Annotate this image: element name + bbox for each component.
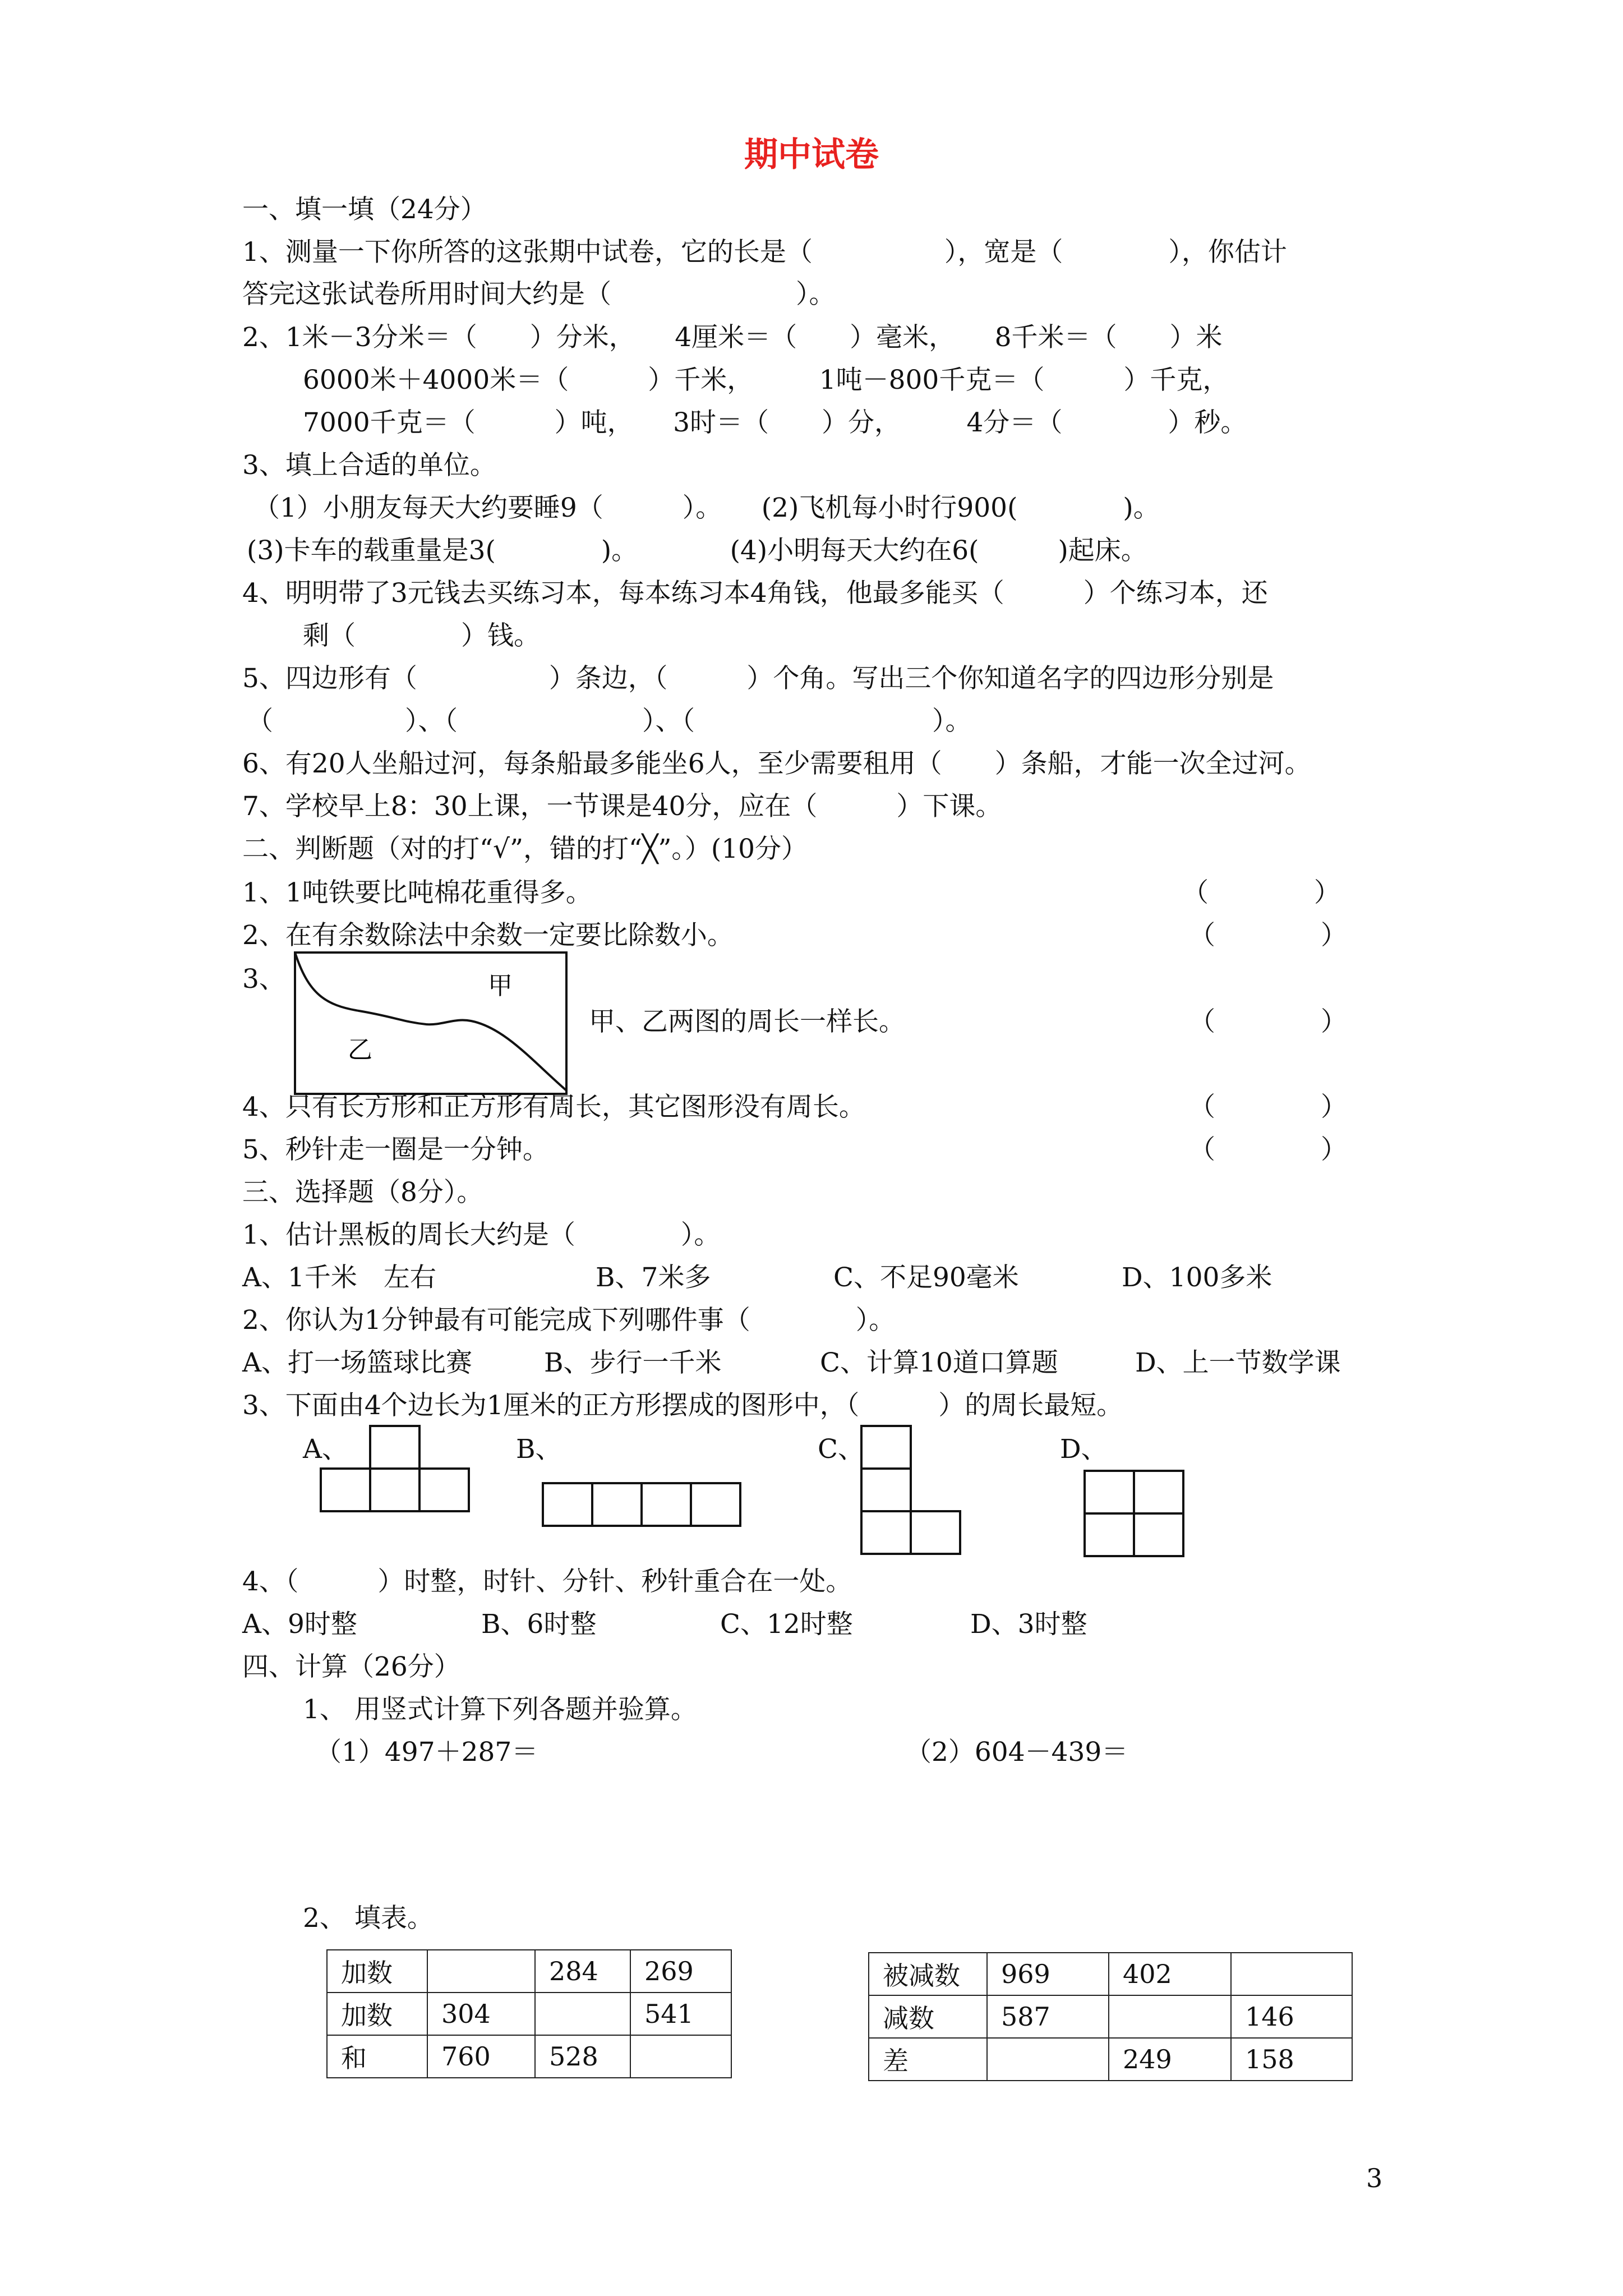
table-cell: 541 (630, 1993, 731, 2035)
s1-q1-line1: 1、测量一下你所答的这张期中试卷，它的长是（ ），宽是（ ），你估计 (242, 237, 1287, 268)
addition-table (326, 1949, 732, 2078)
s1-q2-line1: 2、1米－3分米＝（ ）分米， 4厘米＝（ ）毫米， 8千米＝（ ）米 (242, 322, 1223, 353)
s4-q1-part2: （2）604－439＝ (905, 1737, 1128, 1768)
s2-q1-answer-paren: （ ） (1182, 877, 1340, 908)
table-row (869, 1995, 1352, 2038)
shape-c-label: C、 (818, 1434, 864, 1465)
s1-q4-line1: 4、明明带了3元钱去买练习本，每本练习本4角钱，他最多能买（ ）个练习本，还 (242, 578, 1268, 609)
table-cell: 284 (535, 1950, 630, 1993)
shape-d (1083, 1470, 1190, 1565)
s3-q2-option-b: B、步行一千米 (544, 1347, 722, 1378)
table-cell: 加数 (327, 1993, 427, 2035)
subtraction-table (868, 1952, 1353, 2081)
s3-q1-option-a: A、1千米 左右 (242, 1262, 436, 1293)
perimeter-figure (292, 949, 572, 1101)
table-cell (535, 1993, 630, 2035)
table-cell (987, 2038, 1109, 2081)
table-cell: 587 (987, 1995, 1109, 2038)
s3-q4-option-a: A、9时整 (242, 1609, 357, 1640)
figure-label-jia: 甲 (488, 972, 513, 1000)
section-4-heading: 四、计算（26分） (242, 1651, 460, 1682)
table-cell: 被减数 (869, 1953, 987, 1995)
s1-q3-line1: （1）小朋友每天大约要睡9（ ）。 (2)飞机每小时行900( )。 (253, 493, 1160, 523)
s4-q2: 2、 填表。 (303, 1903, 434, 1934)
s3-q2-option-a: A、打一场篮球比赛 (242, 1347, 472, 1378)
shape-a-label: A、 (303, 1434, 348, 1465)
s2-q3-text: 甲、乙两图的周长一样长。 (589, 1006, 905, 1037)
s2-q2-answer-paren: （ ） (1189, 920, 1347, 951)
section-3-heading: 三、选择题（8分）。 (242, 1177, 483, 1208)
table-cell: 760 (427, 2035, 535, 2078)
shape-d-label: D、 (1060, 1434, 1108, 1465)
section-2-heading: 二、判断题（对的打“√”，错的打“╳”。）(10分） (242, 834, 808, 864)
s3-q1-option-b: B、7米多 (596, 1262, 711, 1293)
figure-rectangle (295, 953, 566, 1094)
s3-q4-option-b: B、6时整 (481, 1609, 597, 1640)
page-title: 期中试卷 (744, 135, 879, 174)
s1-q1-line2: 答完这张试卷所用时间大约是（ ）。 (242, 279, 836, 310)
table-cell: 249 (1109, 2038, 1231, 2081)
page-number: 3 (1366, 2163, 1383, 2193)
table-cell: 差 (869, 2038, 987, 2081)
table-cell (630, 2035, 731, 2078)
s2-q2: 2、在有余数除法中余数一定要比除数小。 (242, 920, 734, 951)
shape-b-label: B、 (516, 1434, 562, 1465)
table-cell (427, 1950, 535, 1993)
table-cell (1109, 1995, 1231, 2038)
s2-q5-answer-paren: （ ） (1189, 1134, 1347, 1165)
shape-a (320, 1425, 477, 1515)
table-row (327, 2035, 731, 2078)
table-cell: 146 (1231, 1995, 1352, 2038)
table-cell (1231, 1953, 1352, 1995)
table-row (869, 2038, 1352, 2081)
s1-q6: 6、有20人坐船过河，每条船最多能坐6人，至少需要租用（ ）条船，才能一次全过河。 (242, 748, 1311, 779)
s2-q3-number: 3、 (242, 964, 285, 995)
table-cell: 减数 (869, 1995, 987, 2038)
s3-q1-option-d: D、100多米 (1122, 1262, 1272, 1293)
table-cell: 402 (1109, 1953, 1231, 1995)
s1-q3: 3、填上合适的单位。 (242, 450, 496, 481)
s2-q4-answer-paren: （ ） (1189, 1092, 1347, 1122)
table-row (327, 1993, 731, 2035)
table-cell: 加数 (327, 1950, 427, 1993)
s4-q1: 1、 用竖式计算下列各题并验算。 (303, 1694, 697, 1725)
s4-q1-part1: （1）497＋287＝ (315, 1737, 538, 1768)
s1-q4-line2: 剩（ ）钱。 (303, 620, 540, 651)
figure-label-yi: 乙 (348, 1036, 372, 1064)
table-row (869, 1953, 1352, 1995)
s2-q1: 1、1吨铁要比吨棉花重得多。 (242, 877, 592, 908)
s3-q2: 2、你认为1分钟最有可能完成下列哪件事（ ）。 (242, 1305, 896, 1336)
table-cell: 969 (987, 1953, 1109, 1995)
s3-q2-option-c: C、计算10道口算题 (820, 1347, 1058, 1378)
s3-q1: 1、估计黑板的周长大约是（ ）。 (242, 1220, 721, 1250)
section-1-heading: 一、填一填（24分） (242, 194, 487, 225)
table-cell: 158 (1231, 2038, 1352, 2081)
s2-q3-answer-paren: （ ） (1189, 1006, 1347, 1037)
table-cell: 304 (427, 1993, 535, 2035)
s2-q4: 4、只有长方形和正方形有周长，其它图形没有周长。 (242, 1092, 865, 1122)
s3-q1-option-c: C、不足90毫米 (833, 1262, 1019, 1293)
s1-q5-line1: 5、四边形有（ ）条边，（ ）个角。写出三个你知道名字的四边形分别是 (242, 663, 1274, 694)
s2-q5: 5、秒针走一圈是一分钟。 (242, 1134, 549, 1165)
table-cell: 528 (535, 2035, 630, 2078)
shape-b (542, 1482, 744, 1533)
s3-q4-option-c: C、12时整 (720, 1609, 853, 1640)
table-cell: 269 (630, 1950, 731, 1993)
s1-q2-line2: 6000米＋4000米＝（ ）千米， 1吨－800千克＝（ ）千克， (303, 365, 1229, 395)
s1-q5-line2: （ ）、（ ）、（ ）。 (247, 706, 972, 737)
table-row (327, 1950, 731, 1993)
shape-c (860, 1425, 967, 1559)
s1-q2-line3: 7000千克＝（ ）吨， 3时＝（ ）分， 4分＝（ ）秒。 (303, 407, 1247, 438)
s1-q7: 7、学校早上8：30上课，一节课是40分，应在（ ）下课。 (242, 791, 1002, 822)
figure-dividing-curve (295, 953, 566, 1091)
s1-q3-line2: (3)卡车的载重量是3( )。 (4)小明每天大约在6( )起床。 (247, 535, 1147, 566)
table-cell: 和 (327, 2035, 427, 2078)
s3-q3: 3、下面由4个边长为1厘米的正方形摆成的图形中，（ ）的周长最短。 (242, 1390, 1123, 1421)
s3-q4: 4、（ ）时整，时针、分针、秒针重合在一处。 (242, 1566, 852, 1597)
s3-q4-option-d: D、3时整 (970, 1609, 1087, 1640)
s3-q2-option-d: D、上一节数学课 (1135, 1347, 1341, 1378)
